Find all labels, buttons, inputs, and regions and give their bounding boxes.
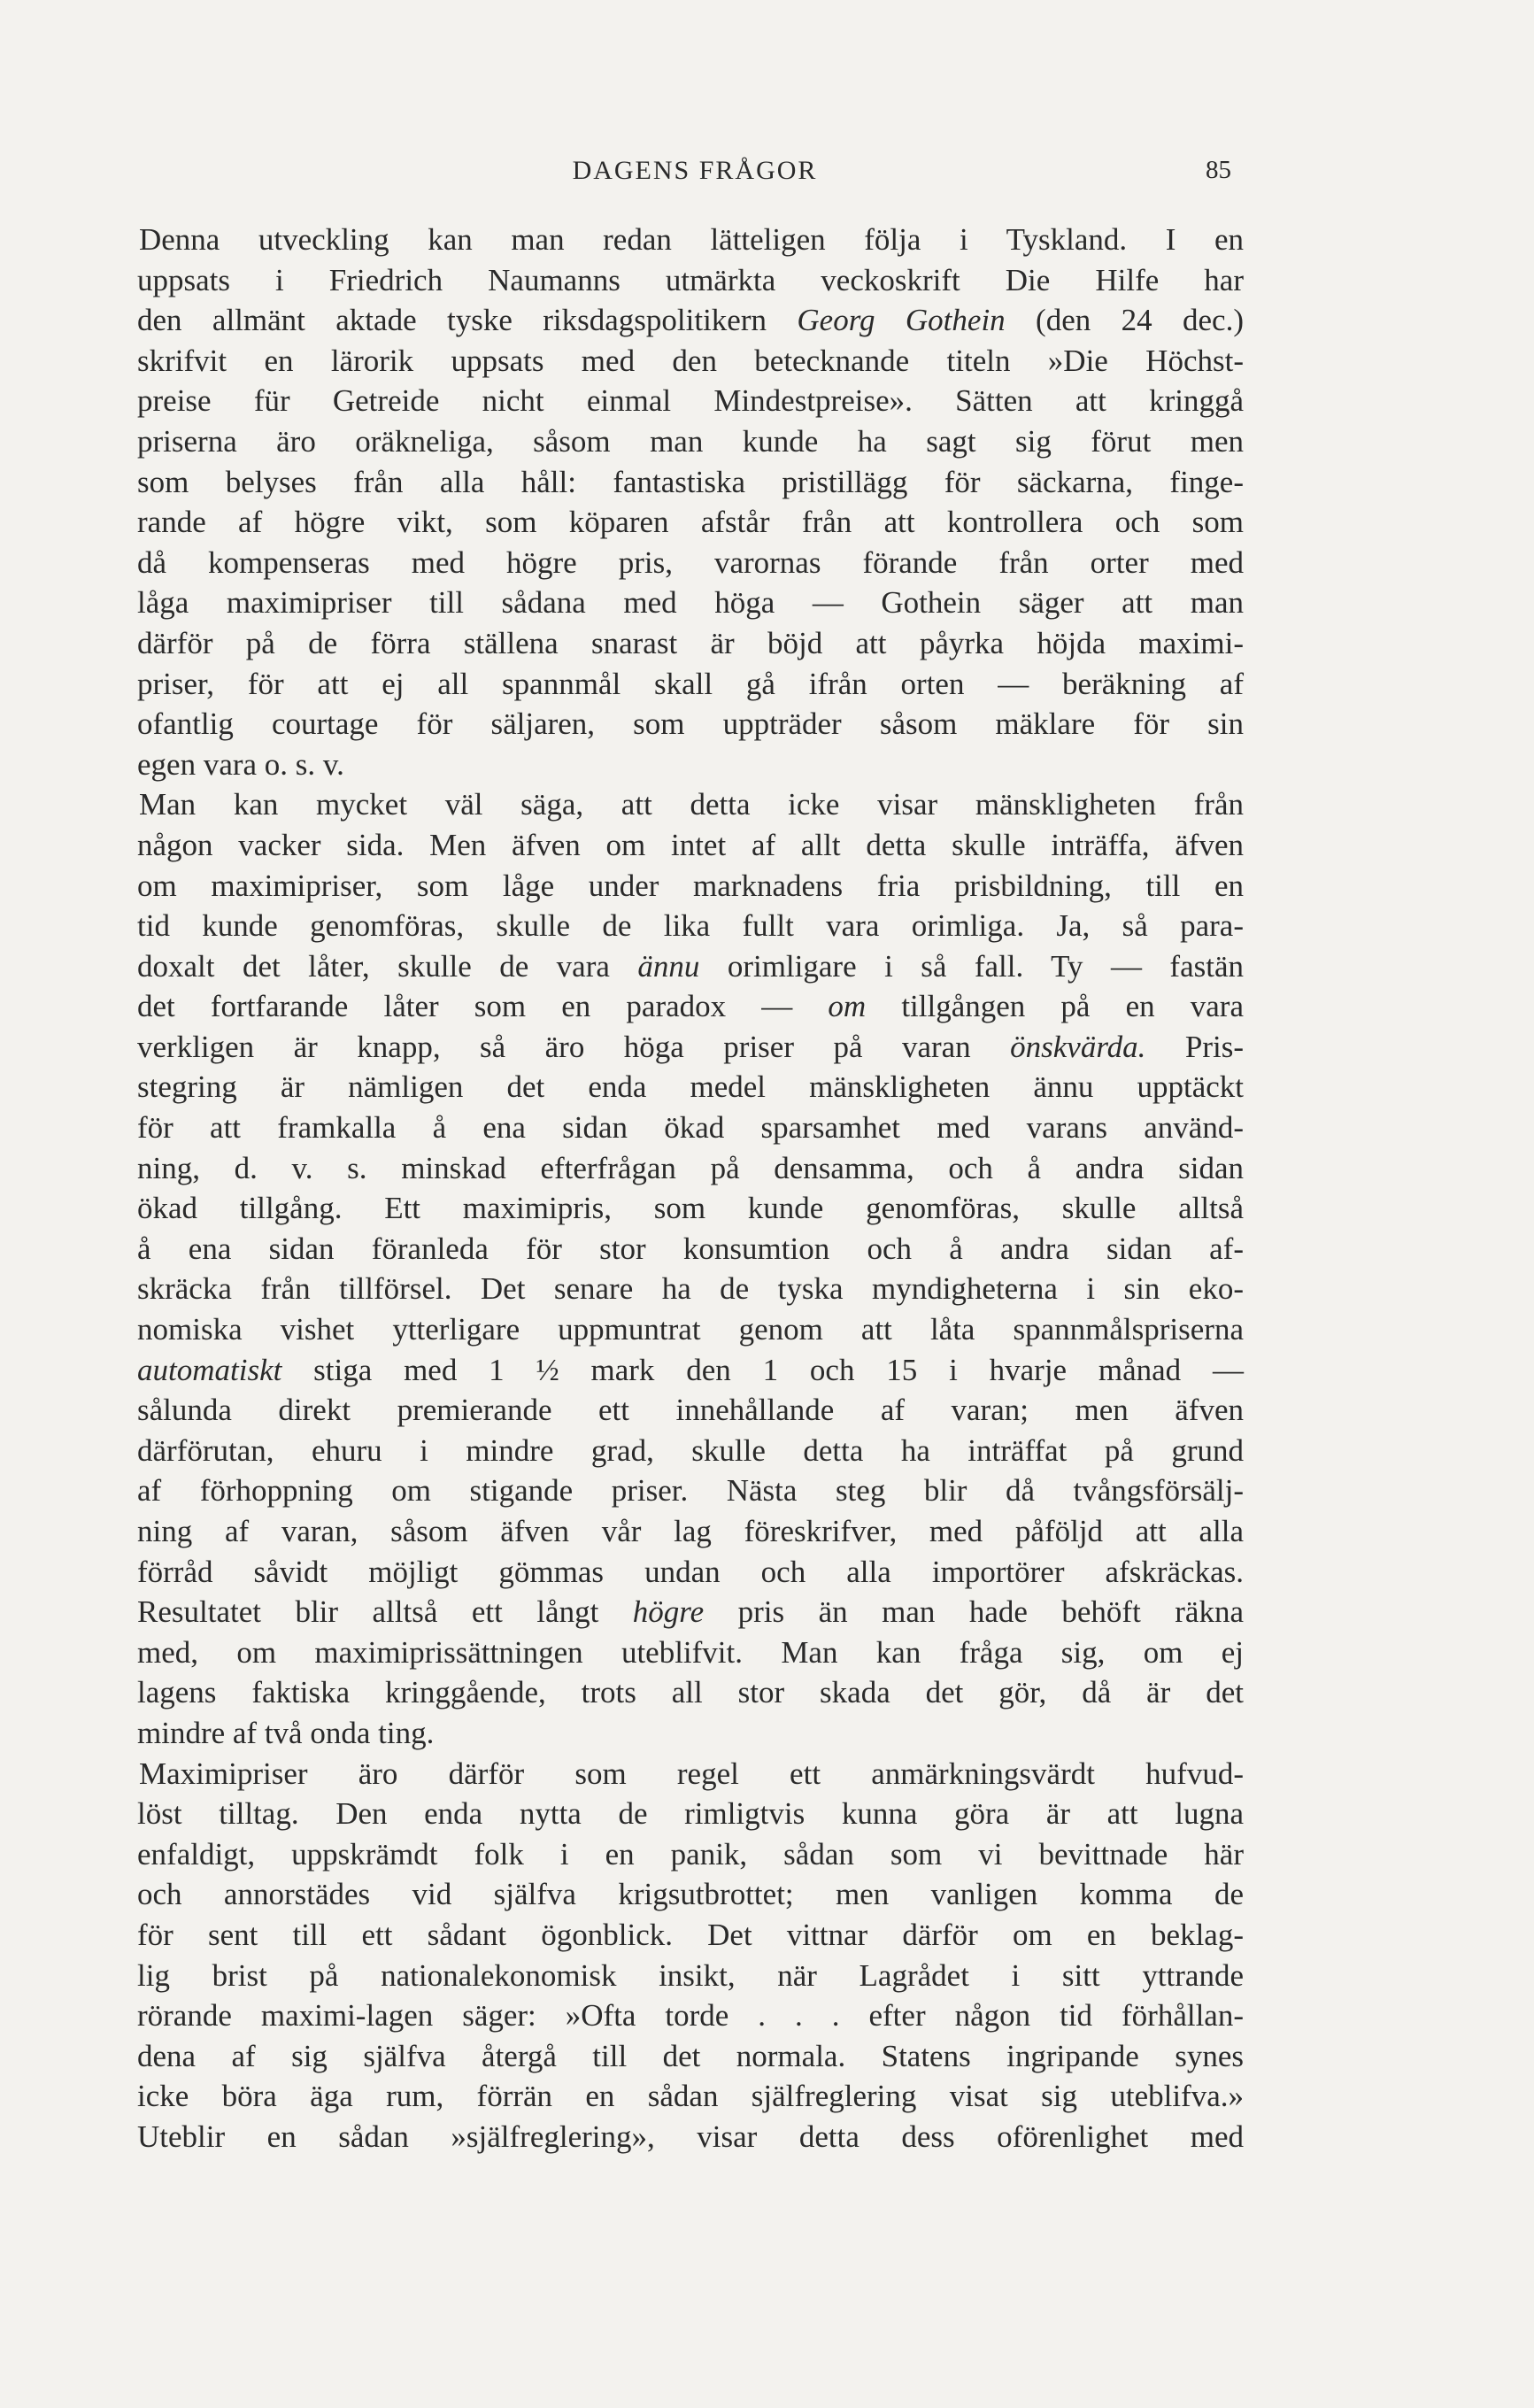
text-line bbox=[137, 825, 1244, 866]
text-line bbox=[137, 1470, 1244, 1511]
text-segment: Uteblir en sådan »själfreglering», visar detta dess oförenlighet med bbox=[137, 2119, 1244, 2154]
text-line bbox=[137, 1592, 1244, 1632]
text-line bbox=[137, 1188, 1244, 1229]
text-segment: därför på de förra ställena snarast är böjd att påyrka höjda maximi- bbox=[137, 625, 1244, 660]
text-segment: preise für Getreide nicht einmal Mindestpreise». Sätten att kringgå bbox=[137, 383, 1244, 419]
italic-text: Georg Gothein bbox=[797, 303, 1006, 338]
text-line bbox=[137, 664, 1244, 705]
text-segment: skräcka från tillförsel. Det senare ha de tyska myndigheterna i sin eko- bbox=[137, 1271, 1244, 1307]
text-segment: stiga med 1 ½ mark den 1 och 15 i hvarje månad — bbox=[281, 1352, 1244, 1387]
text-segment: skrifvit en lärorik uppsats med den betecknande titeln »Die Höchst- bbox=[137, 343, 1244, 378]
text-line bbox=[137, 745, 1244, 785]
text-segment: orimligare i så fall. Ty — fastän bbox=[699, 948, 1244, 984]
text-line bbox=[137, 1148, 1244, 1189]
text-segment: låga maximipriser till sådana med höga — Gothein säger att man bbox=[137, 585, 1244, 621]
text-line bbox=[137, 543, 1244, 583]
text-segment: stegring är nämligen det enda medel mänskligheten ännu upptäckt bbox=[137, 1069, 1244, 1105]
text-line bbox=[137, 2036, 1244, 2077]
text-line bbox=[137, 1350, 1244, 1391]
text-segment: löst tilltag. Den enda nytta de rimligtvis kunna göra är att lugna bbox=[137, 1796, 1244, 1832]
text-segment: pris än man hade behöft räkna bbox=[704, 1594, 1244, 1630]
text-segment: mindre af två onda ting. bbox=[137, 1715, 435, 1750]
text-segment: och annorstädes vid själfva krigsutbrottet; men vanligen komma de bbox=[137, 1877, 1244, 1912]
text-line bbox=[137, 784, 1244, 825]
text-segment: dena af sig själfva återgå till det normala. Statens ingripande synes bbox=[137, 2038, 1244, 2073]
text-segment: verkligen är knapp, så äro höga priser på varan bbox=[137, 1029, 1011, 1064]
text-segment: icke böra äga rum, förrän en sådan själfreglering visat sig uteblifva.» bbox=[137, 2079, 1244, 2114]
text-line bbox=[137, 1309, 1244, 1350]
text-line bbox=[137, 1834, 1244, 1875]
text-line bbox=[137, 260, 1244, 301]
text-segment: nomiska vishet ytterligare uppmuntrat genom att låta spannmålspriserna bbox=[137, 1312, 1244, 1347]
text-line bbox=[137, 1794, 1244, 1834]
text-line bbox=[137, 421, 1244, 462]
text-segment: af förhoppning om stigande priser. Nästa steg blir då tvångsförsälj- bbox=[137, 1473, 1244, 1509]
text-segment: rörande maximi-lagen säger: »Ofta torde . . . efter någon tid förhållan- bbox=[137, 1998, 1244, 2034]
text-segment: lig brist på nationalekonomisk insikt, när Lagrådet i sitt yttrande bbox=[137, 1957, 1244, 1993]
text-segment: ning, d. v. s. minskad efterfrågan på densamma, och å andra sidan bbox=[137, 1150, 1244, 1185]
text-line bbox=[137, 1067, 1244, 1108]
text-segment: som belyses från alla håll: fantastiska pristillägg för säckarna, finge- bbox=[137, 464, 1244, 499]
text-line bbox=[137, 906, 1244, 946]
text-line bbox=[137, 1552, 1244, 1593]
text-line bbox=[137, 1672, 1244, 1713]
text-segment: ning af varan, såsom äfven vår lag föreskrifver, med påföljd att alla bbox=[137, 1514, 1244, 1548]
text-line bbox=[137, 1915, 1244, 1956]
italic-text: ännu bbox=[637, 948, 700, 984]
text-line bbox=[137, 1027, 1244, 1068]
running-head bbox=[0, 156, 1534, 191]
text-segment: ökad tillgång. Ett maximipris, som kunde genomföras, skulle alltså bbox=[137, 1191, 1244, 1226]
italic-text: automatiskt bbox=[137, 1352, 282, 1387]
text-segment: (den 24 dec.) bbox=[1005, 303, 1244, 338]
text-line bbox=[137, 1995, 1244, 2036]
text-line bbox=[137, 1431, 1244, 1471]
text-segment: priser, för att ej all spannmål skall gå ifrån orten — beräkning af bbox=[137, 666, 1244, 701]
text-segment: rande af högre vikt, som köparen afstår från att kontrollera och som bbox=[137, 505, 1244, 540]
text-segment: ofantlig courtage för säljaren, som uppträder såsom mäklare för sin bbox=[137, 706, 1244, 742]
text-segment: lagens faktiska kringgående, trots all stor skada det gör, då är det bbox=[137, 1675, 1244, 1710]
text-line bbox=[137, 1874, 1244, 1915]
text-segment: Resultatet blir alltså ett långt bbox=[137, 1594, 633, 1630]
text-segment: om maximipriser, som låge under marknadens fria prisbildning, till en bbox=[137, 868, 1244, 903]
text-line bbox=[137, 1511, 1244, 1552]
text-line bbox=[137, 462, 1244, 503]
text-line bbox=[137, 1632, 1244, 1673]
running-title: DAGENS FRÅGOR bbox=[572, 156, 818, 185]
italic-text: om bbox=[828, 989, 867, 1024]
text-segment: någon vacker sida. Men äfven om intet af allt detta skulle inträffa, äfven bbox=[137, 827, 1244, 862]
text-segment: då kompenseras med högre pris, varornas förande från orter med bbox=[137, 544, 1244, 580]
text-segment: enfaldigt, uppskrämdt folk i en panik, sådan som vi bevittnade här bbox=[137, 1836, 1244, 1872]
text-segment: doxalt det låter, skulle de vara bbox=[137, 948, 638, 984]
text-line bbox=[137, 986, 1244, 1027]
text-segment: Maximipriser äro därför som regel ett anmärkningsvärdt hufvud- bbox=[139, 1756, 1244, 1791]
text-segment: tillgången på en vara bbox=[866, 989, 1244, 1024]
text-line bbox=[137, 704, 1244, 745]
text-line bbox=[137, 2076, 1244, 2117]
text-line bbox=[137, 1229, 1244, 1270]
text-line bbox=[137, 866, 1244, 907]
text-segment: därförutan, ehuru i mindre grad, skulle detta ha inträffat på grund bbox=[137, 1432, 1244, 1468]
text-segment: för att framkalla å ena sidan ökad sparsamhet med varans använd- bbox=[137, 1110, 1244, 1146]
text-segment: uppsats i Friedrich Naumanns utmärkta veckoskrift Die Hilfe har bbox=[137, 262, 1244, 297]
text-segment: med, om maximiprissättningen uteblifvit. Man kan fråga sig, om ej bbox=[137, 1634, 1244, 1670]
text-segment: det fortfarande låter som en paradox — bbox=[137, 989, 829, 1024]
text-line bbox=[137, 220, 1244, 260]
text-line bbox=[137, 1956, 1244, 1996]
text-line bbox=[137, 1269, 1244, 1309]
text-segment: Man kan mycket väl säga, att detta icke visar mänskligheten från bbox=[139, 787, 1244, 822]
text-line bbox=[137, 946, 1244, 987]
text-segment: förråd såvidt möjligt gömmas undan och alla importörer afskräckas. bbox=[137, 1554, 1244, 1589]
page-number: 85 bbox=[1206, 156, 1231, 184]
body-text bbox=[137, 220, 1244, 2157]
text-segment: Denna utveckling kan man redan lätteligen följa i Tyskland. I en bbox=[139, 222, 1244, 257]
italic-text: önskvärda. bbox=[1010, 1029, 1146, 1064]
text-segment: sålunda direkt premierande ett innehållande af varan; men äfven bbox=[137, 1393, 1244, 1428]
text-line bbox=[137, 623, 1244, 664]
text-segment: Pris- bbox=[1145, 1029, 1244, 1064]
text-line bbox=[137, 300, 1244, 341]
text-line bbox=[137, 1108, 1244, 1148]
text-line bbox=[137, 1754, 1244, 1794]
text-segment: å ena sidan föranleda för stor konsumtion och å andra sidan af- bbox=[137, 1231, 1244, 1266]
text-segment: den allmänt aktade tyske riksdagspolitikern bbox=[137, 303, 798, 338]
text-line bbox=[137, 502, 1244, 543]
italic-text: högre bbox=[632, 1594, 705, 1630]
text-line bbox=[137, 1713, 1244, 1754]
text-line bbox=[137, 2117, 1244, 2157]
text-line bbox=[137, 583, 1244, 623]
text-segment: tid kunde genomföras, skulle de lika fullt vara orimliga. Ja, så para- bbox=[137, 908, 1244, 944]
text-segment: för sent till ett sådant ögonblick. Det vittnar därför om en beklag- bbox=[137, 1917, 1244, 1952]
text-line bbox=[137, 381, 1244, 421]
text-segment: egen vara o. s. v. bbox=[137, 746, 344, 782]
text-line bbox=[137, 1390, 1244, 1431]
text-line bbox=[137, 341, 1244, 382]
text-segment: priserna äro oräkneliga, såsom man kunde ha sagt sig förut men bbox=[137, 423, 1244, 459]
